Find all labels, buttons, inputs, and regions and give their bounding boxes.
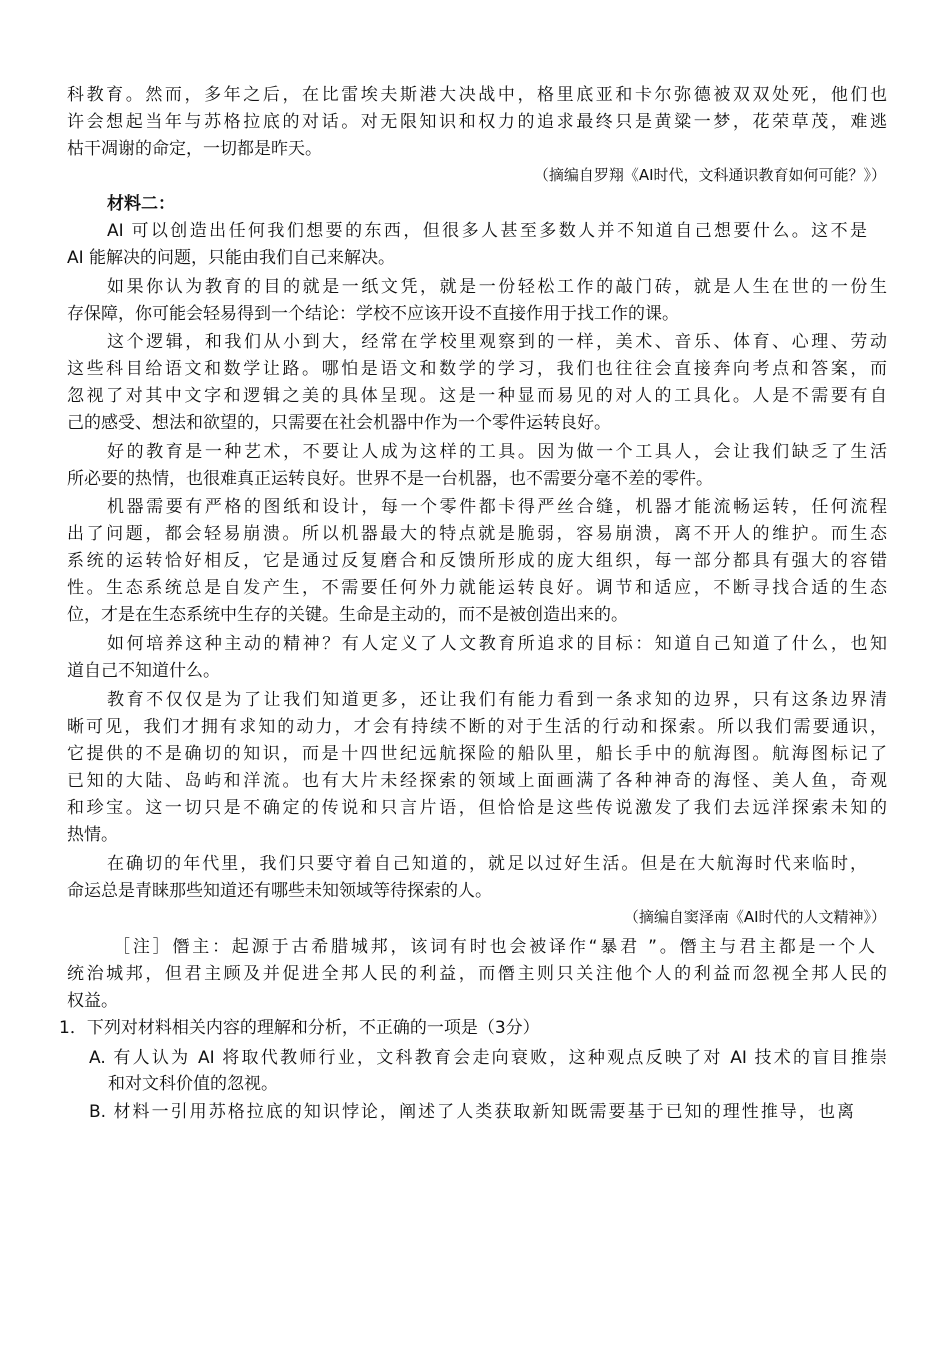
paragraph-line: 存保障，你可能会轻易得到一个结论：学校不应该开设不直接作用于找工作的课。: [67, 304, 679, 324]
paragraph-line: 如果你认为教育的目的就是一纸文凭，就是一份轻松工作的敲门砖，就是人生在世的一份生: [107, 277, 887, 297]
paragraph-line: 好的教育是一种艺术，不要让人成为这样的工具。因为做一个工具人，会让我们缺乏了生活: [107, 442, 887, 462]
intro-line: 枯干凋谢的命定，一切都是昨天。: [67, 139, 322, 159]
note-line: 统治城邦，但君主顾及并促进全邦人民的利益，而僭主则只关注他个人的利益而忽视全邦人民的: [67, 964, 887, 984]
paragraph-line: 系统的运转恰好相反，它是通过反复磨合和反馈所形成的庞大组织，每一部分都具有强大的容错: [67, 551, 887, 571]
note-line: ［注］僭主：起源于古希腊城邦，该词有时也会被译作“暴君 ”。僭主与君主都是一个人: [113, 937, 875, 957]
paragraph-line: 在确切的年代里，我们只要守着自己知道的，就足以过好生活。但是在大航海时代来临时，: [107, 854, 867, 874]
paragraph-line: 晰可见，我们才拥有求知的动力，才会有持续不断的对于生活的行动和探索。所以我们需要通识，: [67, 717, 887, 737]
intro-line: 许会想起当年与苏格拉底的对话。对无限知识和权力的追求最终只是黄粱一梦，花荣草茂，难逃: [67, 112, 887, 132]
note-line: 权益。: [67, 991, 118, 1011]
paragraph-line: 如何培养这种主动的精神？有人定义了人文教育所追求的目标：知道自己知道了什么，也知: [107, 634, 887, 654]
paragraph-line: 己的感受、想法和欲望的，只需要在社会机器中作为一个零件运转良好。: [67, 413, 611, 433]
paragraph-line: 这个逻辑，和我们从小到大，经常在学校里观察到的一样，美术、音乐、体育、心理、劳动: [107, 332, 887, 352]
intro-line: 科教育。然而，多年之后，在比雷埃夫斯港大决战中，格里底亚和卡尔弥德被双双处死，他们也: [67, 85, 887, 105]
paragraph-line: AI 能解决的问题，只能由我们自己来解决。: [67, 248, 396, 268]
material2-heading: 材料二：: [107, 194, 175, 214]
paragraph-line: 教育不仅仅是为了让我们知道更多，还让我们有能力看到一条求知的边界，只有这条边界清: [107, 690, 887, 710]
paragraph-line: 和珍宝。这一切只是不确定的传说和只言片语，但恰恰是这些传说激发了我们去远洋探索未知的: [67, 798, 887, 818]
option-a-continuation: 和对文科价值的忽视。: [108, 1074, 278, 1094]
paragraph-line: 这些科目给语文和数学让路。哪怕是语文和数学的学习，我们也往往会直接奔向考点和答案，而: [67, 359, 887, 379]
paragraph-line: 已知的大陆、岛屿和洋流。也有大片未经探索的领域上面画满了各种神奇的海怪、美人鱼，奇观: [67, 771, 887, 791]
paragraph-line: 出了问题，都会轻易崩溃。所以机器最大的特点就是脆弱，容易崩溃，离不开人的维护。而生态: [67, 524, 887, 544]
paragraph-line: 它提供的不是确切的知识，而是十四世纪远航探险的船队里，船长手中的航海图。航海图标记了: [67, 744, 887, 764]
paragraph-line: 道自己不知道什么。: [67, 661, 220, 681]
paragraph-line: 机器需要有严格的图纸和设计，每一个零件都卡得严丝合缝，机器才能流畅运转，任何流程: [107, 497, 887, 517]
paragraph-line: 性。生态系统总是自发产生，不需要任何外力就能运转良好。调节和适应，不断寻找合适的生态: [67, 578, 887, 598]
paragraph-line: 位，才是在生态系统中生存的关键。生命是主动的，而不是被创造出来的。: [67, 605, 628, 625]
source-citation-2: （摘编自窦泽南《AI时代的人文精神》）: [623, 908, 886, 926]
paragraph-line: 所必要的热情，也很难真正运转良好。世界不是一台机器，也不需要分毫不差的零件。: [67, 469, 713, 489]
paragraph-line: 热情。: [67, 825, 118, 845]
option-a: A. 有人认为 AI 将取代教师行业，文科教育会走向衰败，这种观点反映了对 AI 技术的盲目推崇: [89, 1048, 887, 1068]
source-citation-1: （摘编自罗翔《AI时代，文科通识教育如何可能？》）: [533, 166, 886, 184]
option-b: B. 材料一引用苏格拉底的知识悖论，阐述了人类获取新知既需要基于已知的理性推导，也离: [89, 1102, 854, 1122]
paragraph-line: AI 可以创造出任何我们想要的东西，但很多人甚至多数人并不知道自己想要什么。这不是: [107, 221, 867, 241]
question-stem: 1．下列对材料相关内容的理解和分析，不正确的一项是（3分）: [59, 1018, 540, 1038]
paragraph-line: 忽视了对其中文字和逻辑之美的具体呈现。这是一种显而易见的对人的工具化。人是不需要有自: [67, 386, 887, 406]
paragraph-line: 命运总是青睐那些知道还有哪些未知领域等待探索的人。: [67, 881, 492, 901]
